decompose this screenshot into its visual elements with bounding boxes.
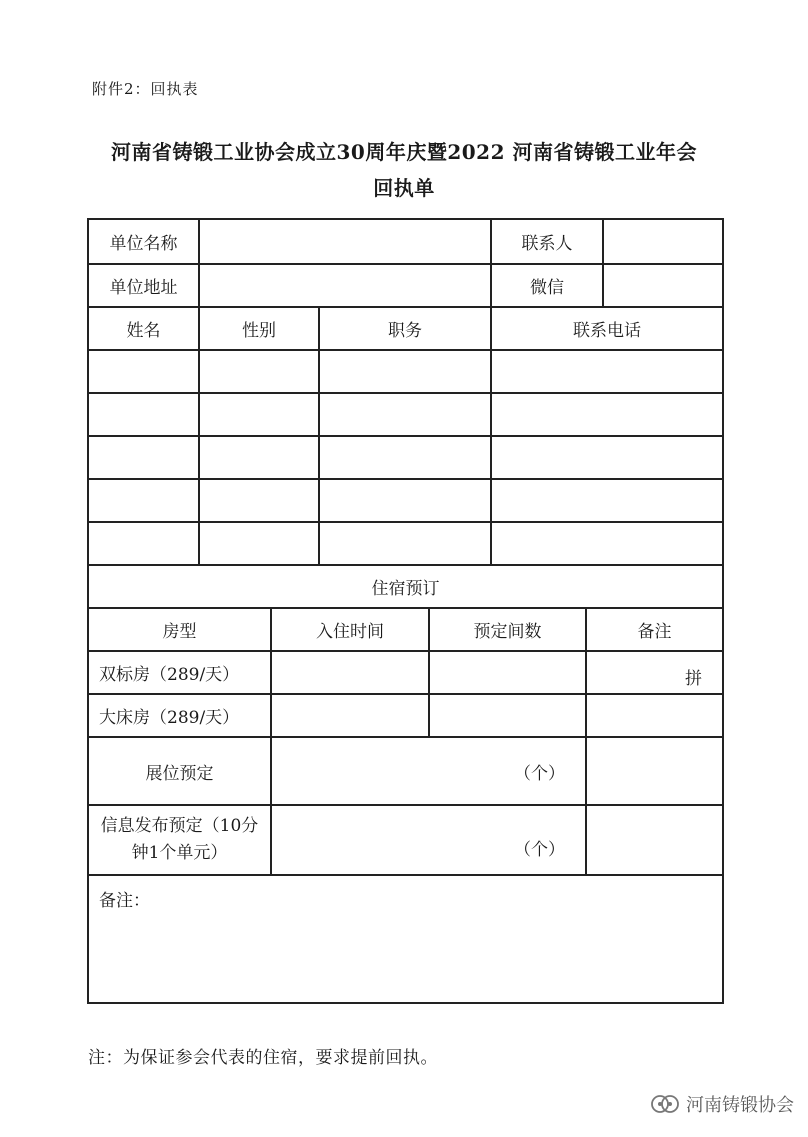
- attendee-row: [88, 393, 723, 436]
- accommodation-title: 住宿预订: [88, 565, 723, 608]
- unit-name-label: 单位名称: [88, 219, 199, 264]
- checkin-twin-cell[interactable]: [271, 651, 429, 694]
- unit-address-field[interactable]: [199, 264, 491, 307]
- footnote: 注：为保证参会代表的住宿，要求提前回执。: [88, 1048, 438, 1068]
- attendee-gender-cell[interactable]: [199, 479, 319, 522]
- attendee-gender-cell[interactable]: [199, 436, 319, 479]
- attendee-phone-cell[interactable]: [491, 522, 723, 565]
- attendee-phone-cell[interactable]: [491, 350, 723, 393]
- attendee-name-cell[interactable]: [88, 479, 199, 522]
- booth-label: 展位预定: [88, 737, 271, 805]
- notes-cell[interactable]: 备注：: [88, 875, 723, 1003]
- info-release-extra-cell[interactable]: [586, 805, 723, 875]
- booth-extra-cell[interactable]: [586, 737, 723, 805]
- room-count-twin-cell[interactable]: [429, 651, 586, 694]
- position-header: 职务: [319, 307, 491, 350]
- accommodation-section-row: [88, 565, 723, 608]
- room-count-header: 预定间数: [429, 608, 586, 651]
- attendee-position-cell[interactable]: [319, 479, 491, 522]
- contact-label: 联系人: [491, 219, 603, 264]
- checkin-king-cell[interactable]: [271, 694, 429, 737]
- info-release-row: [88, 805, 723, 875]
- wechat-label: 微信: [491, 264, 603, 307]
- room-remark-twin-cell[interactable]: 拼: [586, 651, 723, 694]
- room-type-header: 房型: [88, 608, 271, 651]
- room-type-king: 大床房（289/天）: [88, 694, 271, 737]
- attendee-gender-cell[interactable]: [199, 350, 319, 393]
- attendee-gender-cell[interactable]: [199, 393, 319, 436]
- attendee-position-cell[interactable]: [319, 436, 491, 479]
- attendee-header-row: [88, 307, 723, 350]
- attendee-position-cell[interactable]: [319, 522, 491, 565]
- row-unit-address: [88, 264, 723, 307]
- room-row-twin: [88, 651, 723, 694]
- attendee-name-cell[interactable]: [88, 436, 199, 479]
- booth-row: [88, 737, 723, 805]
- attendee-phone-cell[interactable]: [491, 436, 723, 479]
- attendee-phone-cell[interactable]: [491, 479, 723, 522]
- attendee-name-cell[interactable]: [88, 350, 199, 393]
- gender-header: 性别: [199, 307, 319, 350]
- attendee-gender-cell[interactable]: [199, 522, 319, 565]
- attendee-row: [88, 436, 723, 479]
- room-row-king: [88, 694, 723, 737]
- room-type-twin: 双标房（289/天）: [88, 651, 271, 694]
- info-release-quantity-cell[interactable]: （个）: [271, 805, 586, 875]
- room-remark-king-cell[interactable]: [586, 694, 723, 737]
- watermark: [650, 1091, 794, 1117]
- attendee-position-cell[interactable]: [319, 350, 491, 393]
- unit-name-field[interactable]: [199, 219, 491, 264]
- row-unit-name: [88, 219, 723, 264]
- attendee-row: [88, 350, 723, 393]
- room-header-row: [88, 608, 723, 651]
- form-title: 河南省铸锻工业协会成立30周年庆暨2022 河南省铸锻工业年会: [111, 140, 697, 164]
- wechat-field[interactable]: [603, 264, 723, 307]
- room-remark-header: 备注: [586, 608, 723, 651]
- attendee-name-cell[interactable]: [88, 522, 199, 565]
- unit-address-label: 单位地址: [88, 264, 199, 307]
- receipt-form-table: [87, 218, 724, 1004]
- attendee-name-cell[interactable]: [88, 393, 199, 436]
- wechat-official-account-icon: [650, 1093, 680, 1115]
- form-subtitle: 回执单: [373, 176, 435, 200]
- checkin-header: 入住时间: [271, 608, 429, 651]
- attendee-position-cell[interactable]: [319, 393, 491, 436]
- name-header: 姓名: [88, 307, 199, 350]
- attendee-row: [88, 479, 723, 522]
- attachment-label: 附件2：回执表: [92, 80, 199, 98]
- notes-row: [88, 875, 723, 1003]
- info-release-label: 信息发布预定（10分钟1个单元）: [88, 805, 271, 875]
- room-count-king-cell[interactable]: [429, 694, 586, 737]
- attendee-row: [88, 522, 723, 565]
- attendee-phone-cell[interactable]: [491, 393, 723, 436]
- phone-header: 联系电话: [491, 307, 723, 350]
- booth-quantity-cell[interactable]: （个）: [271, 737, 586, 805]
- watermark-text: 河南铸锻协会: [686, 1095, 794, 1116]
- contact-field[interactable]: [603, 219, 723, 264]
